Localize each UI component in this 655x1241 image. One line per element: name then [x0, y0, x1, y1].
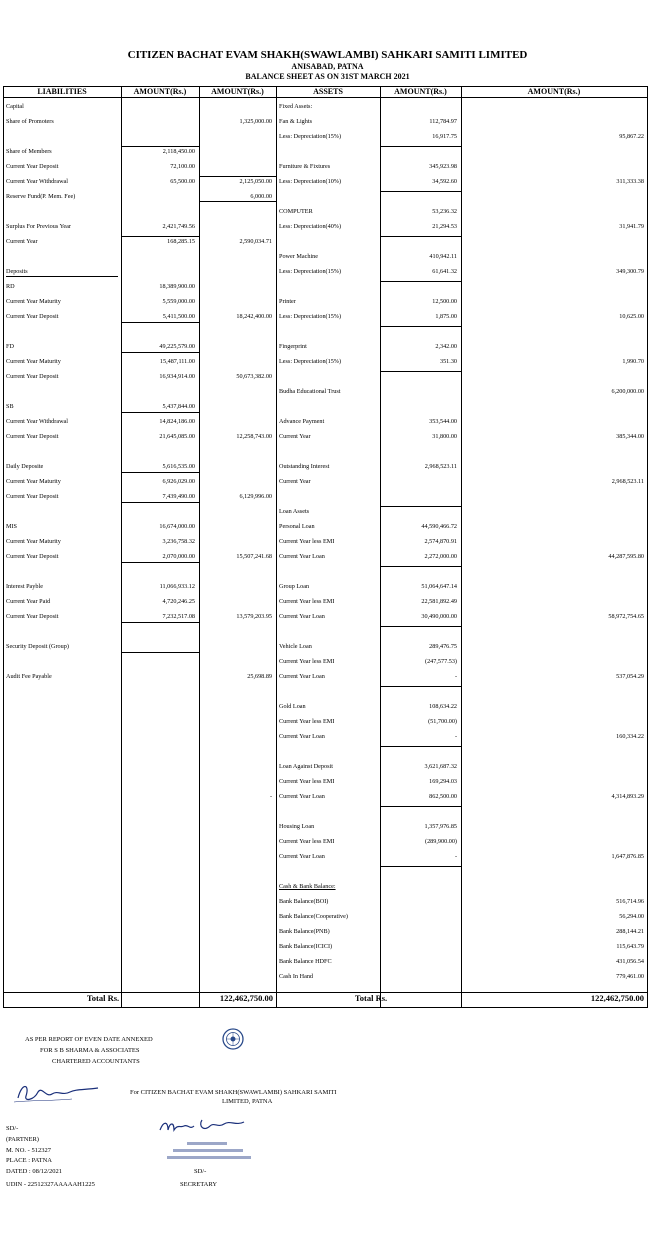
asset-amount-1: -: [454, 673, 457, 680]
col-header-amount-4: AMOUNT(Rs.): [527, 87, 581, 96]
asset-amount-1: 862,500.00: [429, 793, 457, 800]
asset-label: Group Loan: [279, 583, 310, 590]
liability-amount-1: 2,070,000.00: [162, 553, 195, 560]
liability-label: Current Year Maturity: [6, 358, 61, 365]
liability-amount-1: 5,616,535.00: [162, 463, 195, 470]
asset-amount-1: 410,942.11: [429, 253, 457, 260]
asset-amount-1: 51,064,647.14: [421, 583, 457, 590]
asset-amount-1: 16,917.75: [432, 133, 457, 140]
liability-label: Reserve Fund(P. Mem. Fee): [6, 193, 76, 200]
liability-amount-2: 6,000.00: [250, 193, 272, 200]
asset-amount-2: 4,314,893.29: [611, 793, 644, 800]
asset-label: Outstanding Interest: [279, 463, 330, 470]
asset-label: Furniture & Fixtures: [279, 163, 331, 170]
liability-amount-1: 65,500.00: [170, 178, 195, 185]
balance-sheet-table: [3, 86, 648, 1008]
auditor-title: CHARTERED ACCOUNTANTS: [52, 1058, 140, 1065]
sd-left: SD/-: [6, 1125, 19, 1132]
col-header-liabilities: LIABILITIES: [37, 87, 87, 96]
liability-label: FD: [6, 343, 14, 350]
asset-label: Current Year less EMI: [279, 838, 335, 845]
liability-amount-1: 5,559,000.00: [162, 298, 195, 305]
asset-amount-2: 1,990.70: [622, 358, 644, 365]
asset-label: Fixed Assets:: [279, 103, 313, 110]
liability-label: Capital: [6, 103, 24, 110]
asset-amount-1: 2,574,870.91: [424, 538, 457, 545]
asset-label: Current Year: [279, 433, 311, 440]
partner-label: (PARTNER): [6, 1136, 39, 1143]
asset-amount-1: 1,875.00: [435, 313, 457, 320]
auditor-signature: [12, 1080, 102, 1111]
liabilities-total-label: Total Rs.: [86, 993, 120, 1003]
liability-amount-1: 21,645,085.00: [159, 433, 195, 440]
asset-amount-1: (51,700.00): [428, 718, 457, 725]
liability-label: RD: [6, 283, 15, 290]
asset-amount-1: 169,294.03: [429, 778, 457, 785]
col-header-amount-3: AMOUNT(Rs.): [394, 87, 447, 96]
liability-label: Current Year Deposit: [6, 493, 59, 500]
liability-amount-1: 6,926,029.00: [162, 478, 195, 485]
place: PLACE : PATNA: [6, 1157, 52, 1164]
asset-label: Current Year: [279, 478, 311, 485]
asset-label: Current Year Loan: [279, 853, 325, 860]
liability-amount-2: 12,258,743.00: [236, 433, 272, 440]
company-title: CITIZEN BACHAT EVAM SHAKH(SWAWLAMBI) SAHKARI SAMITI LIMITED: [127, 49, 528, 61]
liability-amount-1: 7,232,517.08: [162, 613, 195, 620]
asset-label: Current Year less EMI: [279, 658, 335, 665]
liability-amount-1: 5,437,844.00: [162, 403, 195, 410]
asset-amount-1: 353,544.00: [429, 418, 457, 425]
liability-label: Current Year Withdrawal: [6, 178, 69, 185]
asset-amount-1: 30,490,000.00: [421, 613, 457, 620]
asset-amount-2: 58,972,754.65: [608, 613, 644, 620]
liability-amount-1: 2,118,450.00: [162, 148, 195, 155]
liability-label: Current Year Paid: [6, 598, 51, 605]
asset-amount-1: 108,634.22: [429, 703, 457, 710]
liability-label: MIS: [6, 523, 18, 530]
asset-label: Less: Depreciation(10%): [279, 178, 342, 185]
liability-label: Security Deposit (Group): [6, 643, 69, 650]
dated: DATED : 08/12/2021: [6, 1168, 62, 1175]
liability-label: Current Year Deposit: [6, 163, 59, 170]
asset-label: Fan & Lights: [279, 118, 313, 125]
asset-amount-1: 345,923.98: [429, 163, 457, 170]
asset-label: Printer: [279, 298, 296, 305]
asset-label: Current Year less EMI: [279, 718, 335, 725]
asset-amount-1: 34,592.60: [432, 178, 457, 185]
asset-label: Current Year less EMI: [279, 538, 335, 545]
asset-label: Housing Loan: [279, 823, 315, 830]
secretary-label: SECRETARY: [180, 1181, 218, 1188]
asset-label: Bank Balance HDFC: [279, 958, 332, 965]
asset-amount-1: 22,581,892.49: [421, 598, 457, 605]
asset-label: Less: Depreciation(15%): [279, 313, 342, 320]
asset-amount-1: -: [454, 853, 457, 860]
liability-amount-2: 1,325,000.00: [239, 118, 272, 125]
asset-amount-1: (247,577.53): [425, 658, 457, 665]
sd-right: SD/-: [194, 1168, 207, 1175]
asset-amount-2: 516,714.96: [616, 898, 644, 905]
liability-amount-1: 18,389,900.00: [159, 283, 195, 290]
asset-label: Current Year Loan: [279, 673, 325, 680]
asset-label: Advance Payment: [279, 418, 325, 425]
asset-amount-1: -: [454, 733, 457, 740]
liability-amount-2: 50,673,382.00: [236, 373, 272, 380]
liability-amount-2: 6,129,996.00: [239, 493, 272, 500]
for-company-line-2: LIMITED, PATNA: [222, 1098, 273, 1105]
col-header-amount-2: AMOUNT(Rs.): [211, 87, 264, 96]
asset-amount-1: 3,621,687.32: [424, 763, 457, 770]
col-header-amount-1: AMOUNT(Rs.): [133, 87, 187, 96]
asset-label: Bank Balance(PNB): [279, 928, 330, 935]
company-address: ANISABAD, PATNA: [291, 62, 364, 71]
liability-amount-1: 4,720,246.25: [162, 598, 195, 605]
asset-label: Less: Depreciation(15%): [279, 358, 342, 365]
liability-amount-1: 15,487,111.00: [159, 358, 195, 365]
asset-amount-2: 31,941.79: [619, 223, 644, 230]
asset-label: Loan Assets: [279, 508, 310, 515]
liability-label: Current Year Deposit: [6, 433, 59, 440]
asset-amount-1: 112,784.97: [429, 118, 457, 125]
asset-amount-2: 537,054.29: [616, 673, 644, 680]
asset-label: Current Year Loan: [279, 793, 325, 800]
liability-amount-2: 13,579,203.95: [236, 613, 272, 620]
stamp-icon: [165, 1140, 255, 1167]
liability-amount-1: 16,674,000.00: [159, 523, 195, 530]
asset-label: Power Machine: [279, 253, 319, 260]
liability-label: Share of Members: [6, 148, 52, 155]
asset-amount-1: 61,641.32: [432, 268, 457, 275]
liability-amount-2: 25,698.89: [247, 673, 272, 680]
asset-label: Cash & Bank Balance:: [279, 883, 336, 890]
asset-amount-1: 31,800.00: [432, 433, 457, 440]
asset-amount-1: 1,357,976.85: [424, 823, 457, 830]
asset-label: Current Year Loan: [279, 553, 325, 560]
asset-amount-2: 1,647,876.85: [611, 853, 644, 860]
asset-amount-2: 115,643.79: [616, 943, 644, 950]
liability-amount-1: 7,439,490.00: [162, 493, 195, 500]
asset-amount-1: 2,968,523.11: [424, 463, 457, 470]
secretary-signature: [158, 1114, 248, 1143]
liability-amount-1: 3,236,758.32: [162, 538, 195, 545]
liability-label: SB: [6, 403, 14, 410]
asset-label: Budha Educational Trust: [279, 388, 341, 395]
asset-amount-2: 779,461.00: [616, 973, 644, 980]
liability-label: Current Year Deposit: [6, 553, 59, 560]
asset-amount-2: 95,867.22: [619, 133, 644, 140]
liability-label: Interest Payble: [6, 583, 43, 590]
liability-amount-1: 2,421,749.56: [162, 223, 195, 230]
asset-amount-1: 289,476.75: [429, 643, 457, 650]
liability-label: Daily Deposite: [6, 463, 44, 470]
asset-amount-2: 10,625.00: [619, 313, 644, 320]
asset-amount-2: 385,344.00: [616, 433, 644, 440]
seal-icon: [222, 1028, 244, 1055]
auditor-firm: FOR S B SHARMA & ASSOCIATES: [40, 1047, 140, 1054]
liability-label: Current Year Deposit: [6, 613, 59, 620]
asset-label: Personal Loan: [279, 523, 315, 530]
asset-label: Gold Loan: [279, 703, 306, 710]
for-company-line: For CITIZEN BACHAT EVAM SHAKH(SWAWLAMBI) SAHKARI SAMITI: [130, 1089, 337, 1096]
asset-amount-2: 349,300.79: [616, 268, 644, 275]
asset-amount-1: 2,272,000.00: [424, 553, 457, 560]
asset-amount-1: 2,342.00: [435, 343, 457, 350]
assets-total-label: Total Rs.: [354, 993, 388, 1003]
asset-amount-2: 431,056.54: [616, 958, 644, 965]
asset-amount-2: 6,200,000.00: [611, 388, 644, 395]
asset-amount-1: 53,236.32: [432, 208, 457, 215]
asset-label: Less: Depreciation(15%): [279, 133, 342, 140]
membership-number: M. NO. - 512327: [6, 1147, 51, 1154]
liability-amount-2: -: [269, 793, 272, 800]
liability-amount-2: 2,125,050.00: [239, 178, 272, 185]
assets-total-amount: 122,462,750.00: [590, 993, 644, 1003]
liability-label: Current Year Maturity: [6, 538, 61, 545]
liability-label: Surplus For Previous Year: [6, 223, 71, 230]
liability-amount-2: 18,242,400.00: [236, 313, 272, 320]
asset-label: Cash In Hand: [279, 973, 314, 980]
liability-label: Audit Fee Payable: [6, 673, 52, 680]
liability-label: Deposits: [6, 267, 118, 277]
asset-label: Less: Depreciation(15%): [279, 268, 342, 275]
liability-label: Current Year Deposit: [6, 313, 59, 320]
asset-amount-2: 44,287,595.80: [608, 553, 644, 560]
asset-amount-2: 2,968,523.11: [611, 478, 644, 485]
liability-amount-1: 16,934,914.00: [159, 373, 195, 380]
col-header-assets: ASSETS: [313, 87, 343, 96]
liability-amount-1: 5,411,500.00: [162, 313, 195, 320]
liability-amount-2: 15,507,241.68: [236, 553, 272, 560]
asset-amount-1: 44,590,466.72: [421, 523, 457, 530]
liability-amount-1: 168,285.15: [167, 238, 195, 245]
asset-label: Less: Depreciation(40%): [279, 223, 342, 230]
asset-amount-1: (289,900.00): [425, 838, 457, 845]
liability-label: Share of Promoters: [6, 118, 54, 125]
asset-label: Vehicle Loan: [279, 643, 312, 650]
asset-label: Bank Balance(ICICI): [279, 943, 333, 950]
liability-label: Current Year Maturity: [6, 478, 61, 485]
liability-label: Current Year Deposit: [6, 373, 59, 380]
asset-amount-1: 351.30: [439, 358, 457, 365]
liability-amount-2: 2,590,034.71: [239, 238, 272, 245]
liabilities-total-amount: 122,462,750.00: [219, 993, 273, 1003]
liability-amount-1: 11,066,933.12: [159, 583, 195, 590]
liability-amount-1: 49,225,579.00: [159, 343, 195, 350]
liability-amount-1: 72,100.00: [170, 163, 195, 170]
asset-amount-2: 56,294.00: [619, 913, 644, 920]
asset-label: Fingerprint: [279, 343, 307, 350]
asset-amount-1: 12,500.00: [432, 298, 457, 305]
udin: UDIN - 22512327AAAAAH1225: [6, 1181, 95, 1188]
asset-label: COMPUTER: [279, 208, 313, 215]
asset-label: Current Year Loan: [279, 733, 325, 740]
liability-label: Current Year Maturity: [6, 298, 61, 305]
asset-label: Current Year Loan: [279, 613, 325, 620]
liability-label: Current Year: [6, 238, 38, 245]
report-line: AS PER REPORT OF EVEN DATE ANNEXED: [25, 1036, 153, 1043]
liability-amount-1: 14,824,186.00: [159, 418, 195, 425]
asset-amount-1: 21,294.53: [432, 223, 457, 230]
balance-sheet-subtitle: BALANCE SHEET AS ON 31ST MARCH 2021: [245, 72, 410, 81]
asset-label: Bank Balance(BOI): [279, 898, 329, 905]
asset-label: Loan Against Deposit: [279, 763, 333, 770]
asset-label: Current Year less EMI: [279, 598, 335, 605]
asset-label: Bank Balance(Cooperative): [279, 913, 348, 920]
asset-amount-2: 311,333.38: [616, 178, 644, 185]
asset-label: Current Year less EMI: [279, 778, 335, 785]
asset-amount-2: 160,334.22: [616, 733, 644, 740]
liability-label: Current Year Withdrawal: [6, 418, 69, 425]
asset-amount-2: 288,144.21: [616, 928, 644, 935]
